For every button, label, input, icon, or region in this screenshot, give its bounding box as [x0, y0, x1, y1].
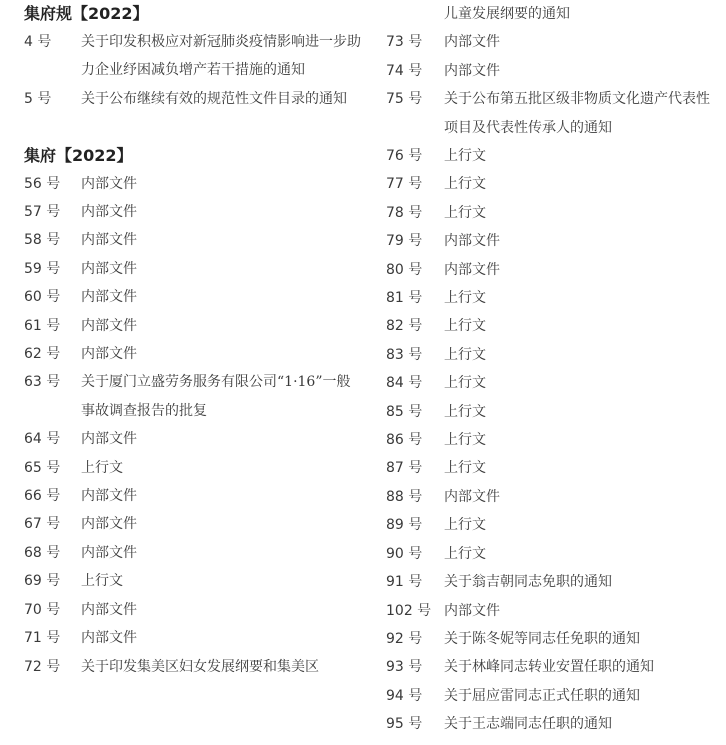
document-title: 关于王志端同志任职的通知	[444, 716, 612, 733]
document-entry	[386, 85, 722, 142]
document-number: 94 号	[386, 687, 423, 704]
document-title: 内部文件	[444, 488, 500, 505]
right-column	[386, 0, 722, 739]
document-entry	[24, 510, 364, 538]
document-title: 内部文件	[444, 62, 500, 79]
document-entry	[386, 312, 722, 340]
document-entry	[386, 199, 722, 227]
document-title: 上行文	[444, 517, 486, 534]
document-title: 上行文	[444, 403, 486, 420]
document-number: 80 号	[386, 261, 423, 278]
document-entry	[386, 597, 722, 625]
document-title: 关于翁吉朝同志免职的通知	[444, 574, 612, 591]
document-title: 内部文件	[444, 602, 500, 619]
document-title: 上行文	[444, 204, 486, 221]
document-title: 关于印发积极应对新冠肺炎疫情影响进一步助力企业纾困减负增产若干措施的通知	[81, 34, 361, 79]
document-entry	[386, 284, 722, 312]
document-number: 59 号	[24, 260, 61, 277]
heading-year: 【2022】	[56, 145, 133, 165]
document-number: 66 号	[24, 488, 61, 505]
document-number: 63 号	[24, 374, 61, 391]
document-entry	[386, 227, 722, 255]
document-number: 76 号	[386, 148, 423, 165]
document-number: 5 号	[24, 90, 52, 107]
document-entry	[24, 312, 364, 340]
document-number: 72 号	[24, 658, 61, 675]
document-entry	[386, 341, 722, 369]
document-title: 上行文	[444, 290, 486, 307]
document-number: 69 号	[24, 573, 61, 590]
document-number: 85 号	[386, 403, 423, 420]
document-entry	[24, 653, 364, 681]
document-entry	[24, 567, 364, 595]
document-title: 上行文	[444, 375, 486, 392]
document-entry	[24, 368, 364, 425]
document-entry	[386, 369, 722, 397]
document-number: 82 号	[386, 318, 423, 335]
continued-title: 儿童发展纲要的通知	[444, 6, 570, 22]
document-number: 75 号	[386, 91, 423, 108]
document-entry	[386, 653, 722, 681]
document-number: 65 号	[24, 459, 61, 476]
document-title: 内部文件	[444, 233, 500, 250]
document-title: 内部文件	[81, 289, 137, 306]
document-number: 71 号	[24, 630, 61, 647]
document-title: 内部文件	[444, 34, 500, 51]
document-title: 关于厦门立盛劳务服务有限公司“1·16”一般事故调查报告的批复	[81, 374, 351, 419]
document-entry	[24, 226, 364, 254]
document-entry	[24, 283, 364, 311]
document-list-jifugui	[24, 28, 364, 113]
document-number: 77 号	[386, 176, 423, 193]
document-number: 95 号	[386, 716, 423, 733]
document-number: 90 号	[386, 545, 423, 562]
heading-year: 【2022】	[72, 4, 149, 23]
document-entry	[386, 568, 722, 596]
section-heading-jifugui	[24, 0, 364, 28]
document-entry	[386, 142, 722, 170]
section-spacer	[24, 113, 364, 141]
document-number: 74 号	[386, 62, 423, 79]
document-number: 70 号	[24, 601, 61, 618]
document-entry	[24, 170, 364, 198]
document-entry	[386, 710, 722, 738]
document-number: 4 号	[24, 34, 52, 50]
document-title: 内部文件	[81, 204, 137, 221]
document-number: 67 号	[24, 516, 61, 533]
section-heading-jifu	[24, 142, 364, 170]
document-number: 87 号	[386, 460, 423, 477]
document-number: 86 号	[386, 432, 423, 449]
document-entry	[386, 426, 722, 454]
document-number: 58 号	[24, 232, 61, 249]
document-list-jifu	[24, 170, 364, 681]
document-entry	[386, 256, 722, 284]
document-entry	[24, 482, 364, 510]
document-title: 上行文	[444, 545, 486, 562]
document-entry	[386, 28, 722, 56]
document-title: 上行文	[444, 318, 486, 335]
document-number: 79 号	[386, 233, 423, 250]
document-number: 89 号	[386, 517, 423, 534]
document-number: 92 号	[386, 630, 423, 647]
document-number: 81 号	[386, 290, 423, 307]
document-number: 64 号	[24, 431, 61, 448]
document-title: 内部文件	[444, 261, 500, 278]
document-entry	[24, 198, 364, 226]
document-title: 内部文件	[81, 232, 137, 249]
document-entry	[386, 483, 722, 511]
left-column	[24, 0, 364, 681]
document-title: 上行文	[444, 148, 486, 165]
document-entry	[24, 255, 364, 283]
document-number: 83 号	[386, 346, 423, 363]
document-number: 102 号	[386, 602, 432, 619]
document-number: 73 号	[386, 34, 423, 51]
document-number: 93 号	[386, 659, 423, 676]
document-entry	[24, 340, 364, 368]
document-title: 内部文件	[81, 260, 137, 277]
document-entry	[24, 28, 364, 85]
heading-prefix: 集府规	[24, 4, 73, 23]
document-title: 上行文	[444, 432, 486, 449]
document-title: 上行文	[81, 573, 123, 590]
document-entry	[24, 539, 364, 567]
document-title: 内部文件	[81, 488, 137, 505]
document-title: 关于陈冬妮等同志任免职的通知	[444, 630, 640, 647]
document-title: 内部文件	[81, 175, 137, 192]
document-number: 88 号	[386, 488, 423, 505]
document-entry	[386, 57, 722, 85]
document-title: 内部文件	[81, 630, 137, 647]
document-title: 关于林峰同志转业安置任职的通知	[444, 659, 654, 676]
document-title: 内部文件	[81, 346, 137, 363]
document-list-right	[386, 28, 722, 738]
document-title: 上行文	[444, 346, 486, 363]
document-title: 内部文件	[81, 544, 137, 561]
document-number: 61 号	[24, 317, 61, 334]
document-entry	[24, 425, 364, 453]
document-number: 60 号	[24, 289, 61, 306]
document-number: 62 号	[24, 346, 61, 363]
document-number: 78 号	[386, 204, 423, 221]
document-entry	[386, 511, 722, 539]
document-entry	[386, 170, 722, 198]
document-entry	[386, 540, 722, 568]
document-title: 关于印发集美区妇女发展纲要和集美区	[81, 658, 319, 675]
document-title: 关于公布继续有效的规范性文件目录的通知	[81, 90, 347, 107]
document-title: 内部文件	[81, 431, 137, 448]
document-title: 内部文件	[81, 317, 137, 334]
document-entry	[24, 596, 364, 624]
document-title: 上行文	[444, 176, 486, 193]
document-entry	[386, 625, 722, 653]
document-number: 84 号	[386, 375, 423, 392]
document-entry	[24, 624, 364, 652]
document-title: 上行文	[81, 459, 123, 476]
document-number: 91 号	[386, 574, 423, 591]
document-title: 关于屈应雷同志正式任职的通知	[444, 687, 640, 704]
document-entry	[386, 398, 722, 426]
document-entry	[24, 85, 364, 113]
document-entry	[386, 682, 722, 710]
document-number: 57 号	[24, 204, 61, 221]
document-title: 上行文	[444, 460, 486, 477]
document-title: 内部文件	[81, 601, 137, 618]
document-number: 56 号	[24, 175, 61, 192]
document-entry	[24, 454, 364, 482]
document-entry	[386, 454, 722, 482]
heading-prefix: 集府	[24, 145, 57, 165]
document-title: 内部文件	[81, 516, 137, 533]
document-number: 68 号	[24, 544, 61, 561]
document-title: 关于公布第五批区级非物质文化遗产代表性项目及代表性传承人的通知	[444, 91, 710, 136]
